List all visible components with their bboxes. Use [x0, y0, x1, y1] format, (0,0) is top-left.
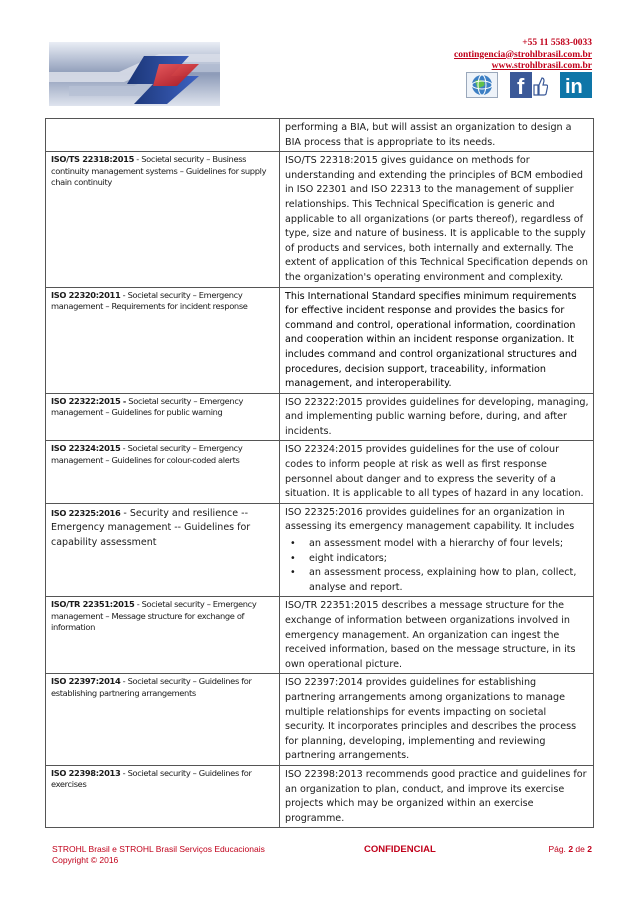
- standard-name-cell: [46, 503, 280, 597]
- standard-title: - Societal security – Guidelines for establishing partnering arrangements: [51, 676, 252, 698]
- standard-code: ISO 22398:2013: [51, 767, 121, 778]
- globe-icon[interactable]: [466, 72, 498, 98]
- social-links: [466, 72, 592, 98]
- standards-table: [45, 118, 594, 828]
- standard-description-cell: ISO/TS 22318:2015 gives guidance on methods for understanding and extending the principles of BCM embodied in ISO 22301 and ISO 22313 to the management of supplier relationships. This Technical Specification is generic and applicable to all organizations (or parts thereof), regardless of type, size and nature of business. It is applicable to the supply of products and services, both internally and externally. The extent of application of this Technical Specification depends on the organization's operating environment and complexity.: [280, 152, 594, 287]
- contact-block: [454, 38, 592, 73]
- confidential-label: CONFIDENCIAL: [364, 844, 436, 855]
- company-logo: [49, 42, 220, 106]
- standard-description-cell: ISO 22397:2014 provides guidelines for establishing partnering arrangements among organizations to manage multiple relationships for events impacting on societal security. It incorporates principles and describes the process for planning, developing, implementing and reviewing partnering arrangements.: [280, 674, 594, 766]
- standard-title: - Societal security – Emergency management – Requirements for incident response: [51, 289, 248, 312]
- table-row: [46, 119, 594, 152]
- standard-title: - Societal security – Business continuity management systems – Guidelines for supply chain continuity: [51, 154, 267, 188]
- standard-description-cell: ISO/TR 22351:2015 describes a message structure for the exchange of information between organizations involved in emergency management. An organization can ingest the received information, based on the message structure, in its own operational picture.: [280, 597, 594, 674]
- table-row: [46, 441, 594, 503]
- standard-title: - Societal security – Guidelines for exercises: [51, 767, 252, 790]
- table-row: [46, 674, 594, 766]
- standard-code: ISO 22324:2015: [51, 443, 121, 454]
- standard-name-cell: [46, 597, 280, 674]
- standard-description-cell: [280, 503, 594, 597]
- standard-name-cell: [46, 441, 280, 503]
- standard-name-cell: [46, 393, 280, 441]
- description-text: ISO 22325:2016 provides guidelines for an organization in assessing its emergency management capability. It includes: [285, 506, 575, 533]
- standard-code: ISO 22397:2014: [51, 676, 121, 687]
- table-row: [46, 597, 594, 674]
- footer-copyright: Copyright © 2016: [52, 855, 119, 865]
- facebook-letter: f: [517, 74, 525, 98]
- standard-code: ISO 22322:2015 -: [51, 395, 127, 406]
- website-link[interactable]: www.strohlbrasil.com.br: [491, 61, 592, 71]
- linkedin-letters: in: [565, 76, 583, 98]
- standard-code: ISO/TS 22318:2015: [51, 154, 134, 165]
- bullet-item: • eight indicators;: [309, 552, 589, 567]
- standard-description-cell: ISO 22324:2015 provides guidelines for the use of colour codes to inform people at risk as well as first response personnel about danger and to express the severity of a situation. It is applicable to all types of hazard in any location.: [280, 441, 594, 503]
- standard-title: - Societal security – Emergency management – Guidelines for colour-coded alerts: [51, 443, 243, 465]
- standard-code: ISO/TR 22351:2015: [51, 599, 135, 610]
- standard-name-cell: [46, 119, 280, 152]
- standard-code: ISO 22325:2016: [51, 507, 121, 518]
- standard-title: Societal security – Emergency management – Guidelines for public warning: [51, 395, 244, 418]
- standard-description-cell: ISO 22322:2015 provides guidelines for developing, managing, and implementing public warning before, during, and after incidents.: [280, 393, 594, 441]
- footer-company: STROHL Brasil e STROHL Brasil Serviços Educacionais: [52, 844, 265, 854]
- standard-title: - Security and resilience -- Emergency management -- Guidelines for capability assessment: [51, 507, 251, 548]
- table-row: [46, 393, 594, 441]
- email-link[interactable]: contingencia@strohlbrasil.com.br: [454, 49, 592, 60]
- table-row: [46, 152, 594, 287]
- linkedin-icon[interactable]: [560, 72, 592, 98]
- bullet-list: [285, 537, 589, 595]
- facebook-like-icon[interactable]: [510, 72, 548, 98]
- phone-number: +55 11 5583-0033: [522, 38, 592, 48]
- standard-description-cell: performing a BIA, but will assist an organization to design a BIA process that is appropriate to its needs.: [280, 119, 594, 152]
- standard-title: - Societal security – Emergency management – Message structure for exchange of information: [51, 599, 257, 633]
- table-row: [46, 765, 594, 827]
- standard-description-cell: ISO 22398:2013 recommends good practice and guidelines for an organization to plan, conduct, and improve its exercise projects which may be organized within an exercise programme.: [280, 765, 594, 827]
- bullet-item: • an assessment process, explaining how to plan, collect, analyse and report.: [309, 566, 589, 595]
- table-row: [46, 503, 594, 597]
- standard-name-cell: [46, 287, 280, 393]
- bullet-item: • an assessment model with a hierarchy of four levels;: [309, 537, 589, 552]
- standard-name-cell: [46, 765, 280, 827]
- standard-name-cell: [46, 674, 280, 766]
- standard-description-cell: This International Standard specifies minimum requirements for effective incident response and provides the basics for command and control, operational information, coordination and cooperation within an incident response organization. It includes command and control organizational structures and procedures, decision support, traceability, information management, and interoperability.: [280, 287, 594, 393]
- standard-code: ISO 22320:2011: [51, 289, 121, 300]
- standard-name-cell: [46, 152, 280, 287]
- table-row: [46, 287, 594, 393]
- page-number: Pág. 2 de 2: [548, 844, 592, 854]
